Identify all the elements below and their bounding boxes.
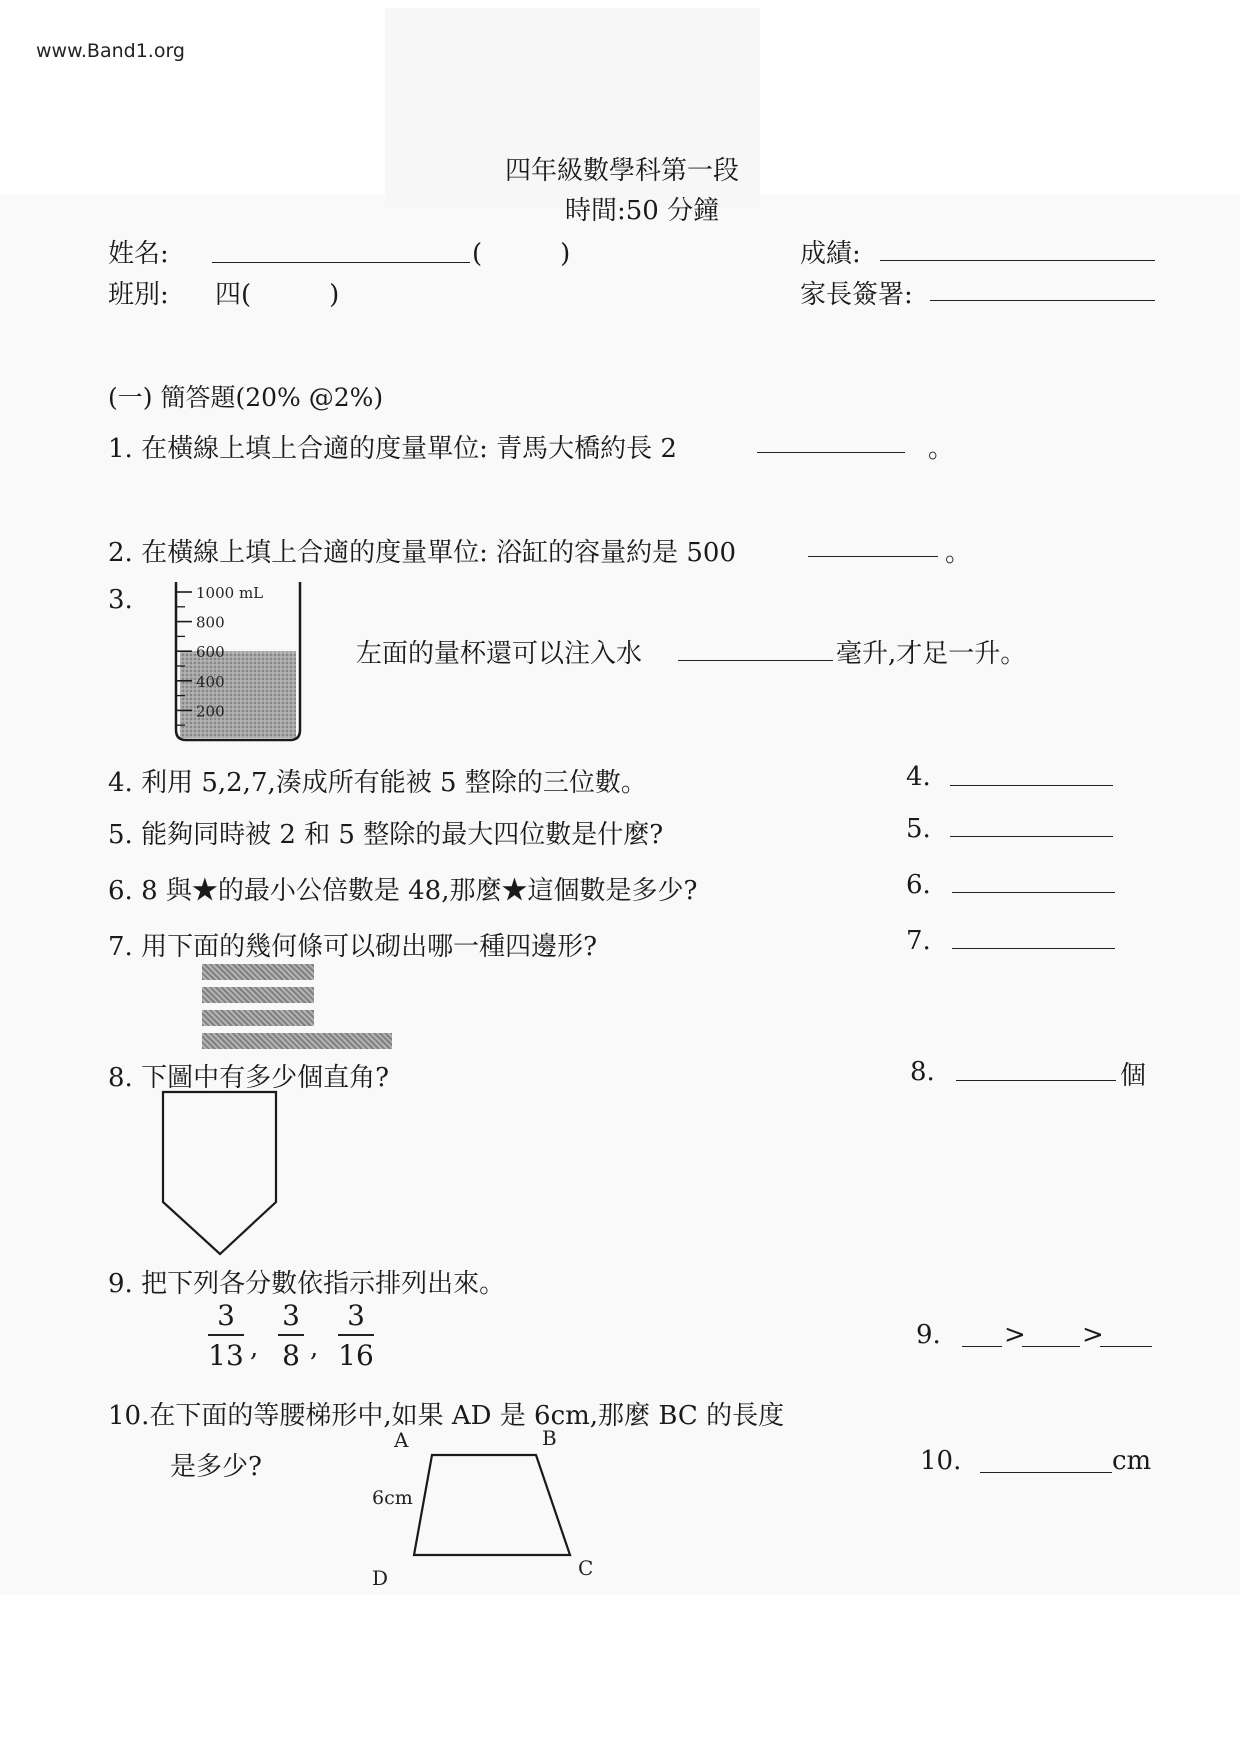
geometry-strip xyxy=(202,964,314,980)
answer-10-blank xyxy=(980,1472,1112,1473)
answer-4-label: 4. xyxy=(906,762,931,792)
parent-signature-blank xyxy=(930,300,1155,301)
geometry-strip xyxy=(202,1010,314,1026)
website-url: www.Band1.org xyxy=(36,40,185,62)
answer-5-blank xyxy=(950,836,1113,837)
question-1-suffix: 。 xyxy=(928,434,955,464)
side-length-label: 6cm xyxy=(372,1487,413,1509)
geometry-strip xyxy=(202,987,314,1003)
score-blank xyxy=(880,260,1155,261)
name-blank xyxy=(212,262,470,263)
exam-time: 時間:50 分鐘 xyxy=(565,196,720,226)
question-3-text: 左面的量杯還可以注入水 xyxy=(356,639,643,669)
question-2: 2. 在橫線上填上合適的度量單位: 浴缸的容量約是 500 xyxy=(108,538,736,568)
vertex-label-b: B xyxy=(542,1426,557,1450)
fraction-separator: , xyxy=(310,1333,319,1363)
class-label: 班別: xyxy=(108,280,169,310)
pentagon-figure xyxy=(158,1088,284,1260)
class-value: 四( ) xyxy=(215,280,340,310)
beaker-water-fill xyxy=(180,651,296,738)
answer-4-blank xyxy=(950,785,1113,786)
fraction-denominator: 8 xyxy=(278,1334,304,1370)
answer-10-label: 10. xyxy=(920,1446,962,1476)
question-10-line2: 是多少? xyxy=(170,1452,262,1482)
question-2-suffix: 。 xyxy=(945,538,972,568)
question-1-blank xyxy=(757,452,905,453)
answer-9-label: 9. xyxy=(916,1320,941,1350)
answer-8-unit: 個 xyxy=(1120,1061,1147,1091)
fraction-numerator: 3 xyxy=(282,1299,300,1332)
fraction xyxy=(278,1299,304,1372)
fraction-numerator: 3 xyxy=(347,1299,365,1332)
question-3-suffix: 毫升,才足一升。 xyxy=(836,639,1027,669)
answer-5-label: 5. xyxy=(906,814,931,844)
question-9: 9. 把下列各分數依指示排列出來。 xyxy=(108,1269,506,1299)
geometry-strip xyxy=(202,1033,392,1049)
question-5: 5. 能夠同時被 2 和 5 整除的最大四位數是什麼? xyxy=(108,820,664,850)
vertex-label-c: C xyxy=(578,1556,594,1580)
beaker-mark-label: 800 xyxy=(196,613,225,632)
question-8: 8. 下圖中有多少個直角? xyxy=(108,1063,390,1093)
question-7: 7. 用下面的幾何條可以砌出哪一種四邊形? xyxy=(108,932,598,962)
vertex-label-a: A xyxy=(394,1428,409,1452)
measuring-beaker xyxy=(170,578,310,746)
answer-9-blank xyxy=(962,1346,1002,1347)
question-6: 6. 8 與★的最小公倍數是 48,那麼★這個數是多少? xyxy=(108,876,698,906)
question-2-blank xyxy=(808,556,938,557)
page-title: 四年級數學科第一段 xyxy=(505,156,740,186)
beaker-mark-label: 1000 mL xyxy=(196,584,264,602)
vertex-label-d: D xyxy=(372,1566,389,1590)
beaker-mark-label: 400 xyxy=(196,672,225,691)
answer-7-label: 7. xyxy=(906,926,931,956)
question-3-blank xyxy=(678,660,833,661)
fraction xyxy=(338,1299,374,1372)
fraction-denominator: 13 xyxy=(208,1334,244,1370)
answer-10-unit: cm xyxy=(1112,1446,1152,1476)
question-3-number: 3. xyxy=(108,585,133,615)
beaker-mark-label: 600 xyxy=(196,643,225,662)
question-4: 4. 利用 5,2,7,湊成所有能被 5 整除的三位數。 xyxy=(108,768,647,798)
fraction xyxy=(208,1299,244,1372)
beaker-mark-label: 200 xyxy=(196,702,225,721)
answer-8-blank xyxy=(956,1080,1116,1081)
score-label: 成績: xyxy=(800,239,861,269)
parent-signature-label: 家長簽署: xyxy=(800,280,913,310)
section-heading: (一) 簡答題(20% @2%) xyxy=(108,383,384,412)
name-label: 姓名: xyxy=(108,239,169,269)
answer-9-symbol: > xyxy=(1082,1320,1104,1350)
fraction-denominator: 16 xyxy=(338,1334,374,1370)
question-10: 10.在下面的等腰梯形中,如果 AD 是 6cm,那麼 BC 的長度 xyxy=(108,1401,785,1431)
question-1: 1. 在橫線上填上合適的度量單位: 青馬大橋約長 2 xyxy=(108,434,677,464)
answer-9-blank xyxy=(1022,1346,1080,1347)
trapezoid-shape xyxy=(414,1455,570,1555)
answer-9-blank xyxy=(1100,1346,1152,1347)
fraction-separator: , xyxy=(250,1333,259,1363)
answer-9-symbol: > xyxy=(1004,1320,1026,1350)
trapezoid-figure xyxy=(360,1425,620,1595)
answer-7-blank xyxy=(952,948,1115,949)
answer-6-label: 6. xyxy=(906,870,931,900)
fraction-numerator: 3 xyxy=(217,1299,235,1332)
answer-6-blank xyxy=(952,892,1115,893)
name-paren: ( ) xyxy=(472,239,571,269)
answer-8-label: 8. xyxy=(910,1057,935,1087)
